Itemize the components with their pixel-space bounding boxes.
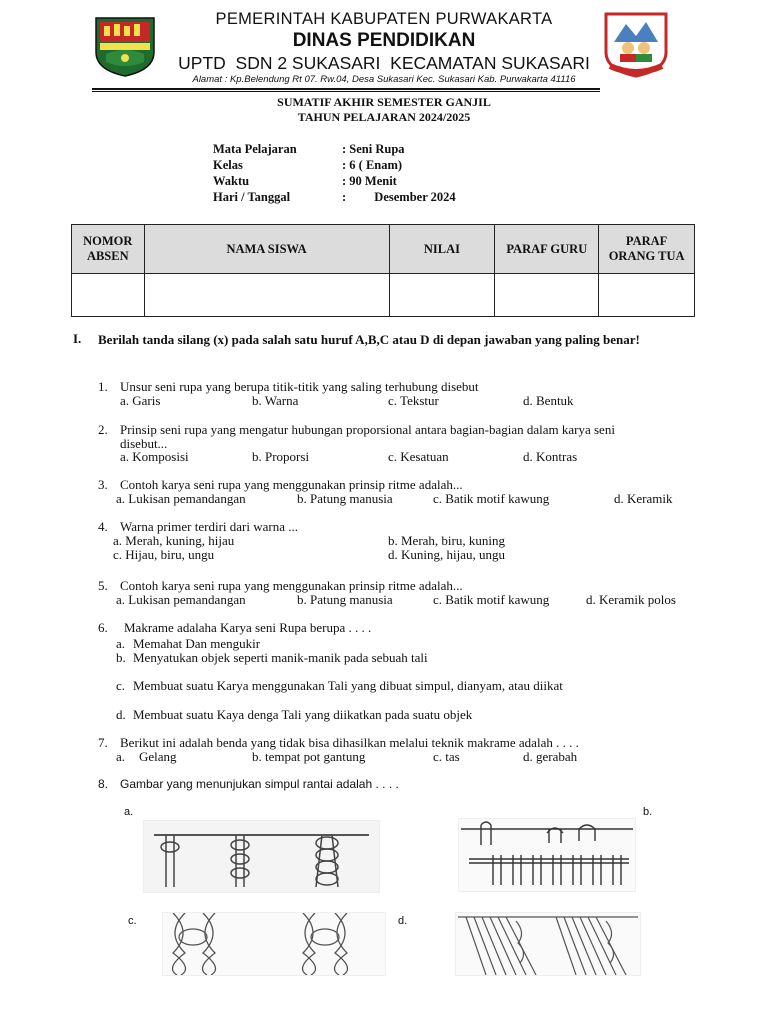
school-name: UPTD SDN 2 SUKASARI KECAMATAN SUKASARI [178,53,590,73]
government-name: PEMERINTAH KABUPATEN PURWAKARTA [215,10,553,28]
question-text: Gambar yang menunjukan simpul rantai adalah . . . . [120,777,399,791]
header-parent-signature: PARAF ORANG TUA [599,225,695,274]
knot-image-b[interactable] [458,818,636,892]
option-d-letter[interactable]: d. [116,707,126,722]
option-c[interactable]: c. Tekstur [388,393,439,408]
question-text: Warna primer terdiri dari warna ... [120,519,298,534]
question-text: Prinsip seni rupa yang mengatur hubungan proporsional antara bagian-bagian dalam karya seni [120,422,615,437]
option-a[interactable]: Gelang [139,749,177,764]
option-c-label[interactable]: c. [128,915,137,927]
section-instruction: Berilah tanda silang (x) pada salah satu huruf A,B,C atau D di depan jawaban yang paling benar! [98,332,640,347]
subject-label: Mata Pelajaran [213,142,297,156]
question-text: Contoh karya seni rupa yang menggunakan prinsip ritme adalah... [120,477,463,492]
date-value: : Desember 2024 [342,190,456,204]
header-divider-thin [92,91,600,92]
question-text-continued: disebut... [120,436,168,451]
option-b[interactable]: b. Merah, biru, kuning [388,533,505,548]
parent-signature-cell[interactable] [599,274,695,317]
knot-image-d[interactable] [455,912,641,976]
option-c[interactable]: c. Batik motif kawung [433,491,550,506]
option-d-label[interactable]: d. [398,915,408,927]
question-number: 1. [98,379,108,394]
question-number: 5. [98,578,108,593]
option-c[interactable]: c. tas [433,749,460,764]
student-name-cell[interactable] [144,274,389,317]
header-divider [92,88,600,90]
score-table [71,224,695,317]
question-number: 7. [98,735,108,750]
option-b[interactable]: b. Proporsi [252,449,310,464]
option-a-letter[interactable]: a. [116,749,126,764]
header-teacher-signature: PARAF GURU [495,225,599,274]
score-cell[interactable] [389,274,495,317]
option-d[interactable]: d. Kuning, hijau, ungu [388,547,505,562]
option-d[interactable]: d. gerabah [523,749,578,764]
option-b[interactable]: b. Patung manusia [297,592,393,607]
option-d[interactable]: d. Bentuk [523,393,574,408]
option-d[interactable]: d. Keramik polos [586,592,676,607]
question-number: 3. [98,477,108,492]
option-c[interactable]: c. Kesatuan [388,449,449,464]
section-number: I. [73,331,82,346]
option-a[interactable]: a. Garis [120,393,161,408]
option-d[interactable]: d. Kontras [523,449,578,464]
option-b[interactable]: b. Patung manusia [297,491,393,506]
question-text: Unsur seni rupa yang berupa titik-titik yang saling terhubung disebut [120,379,479,394]
question-number: 6. [98,620,108,635]
knot-image-a[interactable] [143,820,380,893]
class-label: Kelas [213,158,243,172]
time-value: : 90 Menit [342,174,397,188]
option-b-letter[interactable]: b. [116,650,126,665]
option-d[interactable]: d. Keramik [614,491,673,506]
absence-number-cell[interactable] [72,274,145,317]
question-number: 2. [98,422,108,437]
option-c[interactable]: c. Hijau, biru, ungu [113,547,215,562]
option-a[interactable]: a. Lukisan pemandangan [116,491,246,506]
academic-year: TAHUN PELAJARAN 2024/2025 [297,110,471,124]
question-number: 4. [98,519,108,534]
option-b[interactable]: b. Warna [252,393,299,408]
option-a[interactable]: a. Merah, kuning, hijau [113,533,235,548]
teacher-signature-cell[interactable] [495,274,599,317]
header-student-name: NAMA SISWA [144,225,389,274]
header-score: NILAI [389,225,495,274]
question-text: Makrame adalaha Karya seni Rupa berupa . . . . [124,620,372,635]
date-label: Hari / Tanggal [213,190,291,204]
option-b[interactable]: Menyatukan objek seperti manik-manik pada sebuah tali [133,650,428,665]
subject-value: : Seni Rupa [342,142,405,156]
option-d[interactable]: Membuat suatu Kaya denga Tali yang diikatkan pada suatu objek [133,707,473,722]
question-text: Berikut ini adalah benda yang tidak bisa dihasilkan melalui teknik makrame adalah . . . . [120,735,579,750]
option-c-letter[interactable]: c. [116,678,126,693]
time-label: Waktu [213,174,250,188]
option-a-label[interactable]: a. [124,806,134,818]
exam-title: SUMATIF AKHIR SEMESTER GANJIL [277,95,491,109]
option-b-label[interactable]: b. [643,806,653,818]
class-value: : 6 ( Enam) [342,158,403,172]
question-text: Contoh karya seni rupa yang menggunakan prinsip ritme adalah... [120,578,463,593]
option-c[interactable]: Membuat suatu Karya menggunakan Tali yang dibuat simpul, dianyam, atau diikat [133,678,563,693]
question-number: 8. [98,777,109,791]
option-a[interactable]: a. Lukisan pemandangan [116,592,246,607]
option-a[interactable]: Memahat Dan mengukir [133,636,261,651]
department-name: DINAS PENDIDIKAN [292,30,476,51]
knot-image-c[interactable] [162,912,386,976]
option-b[interactable]: b. tempat pot gantung [252,749,366,764]
option-a-letter[interactable]: a. [116,636,126,651]
option-c[interactable]: c. Batik motif kawung [433,592,550,607]
school-address: Alamat : Kp.Belendung Rt 07. Rw.04, Desa Sukasari Kec. Sukasari Kab. Purwakarta 41116 [192,74,576,85]
option-a[interactable]: a. Komposisi [120,449,189,464]
header-absence-number: NOMOR ABSEN [72,225,145,274]
